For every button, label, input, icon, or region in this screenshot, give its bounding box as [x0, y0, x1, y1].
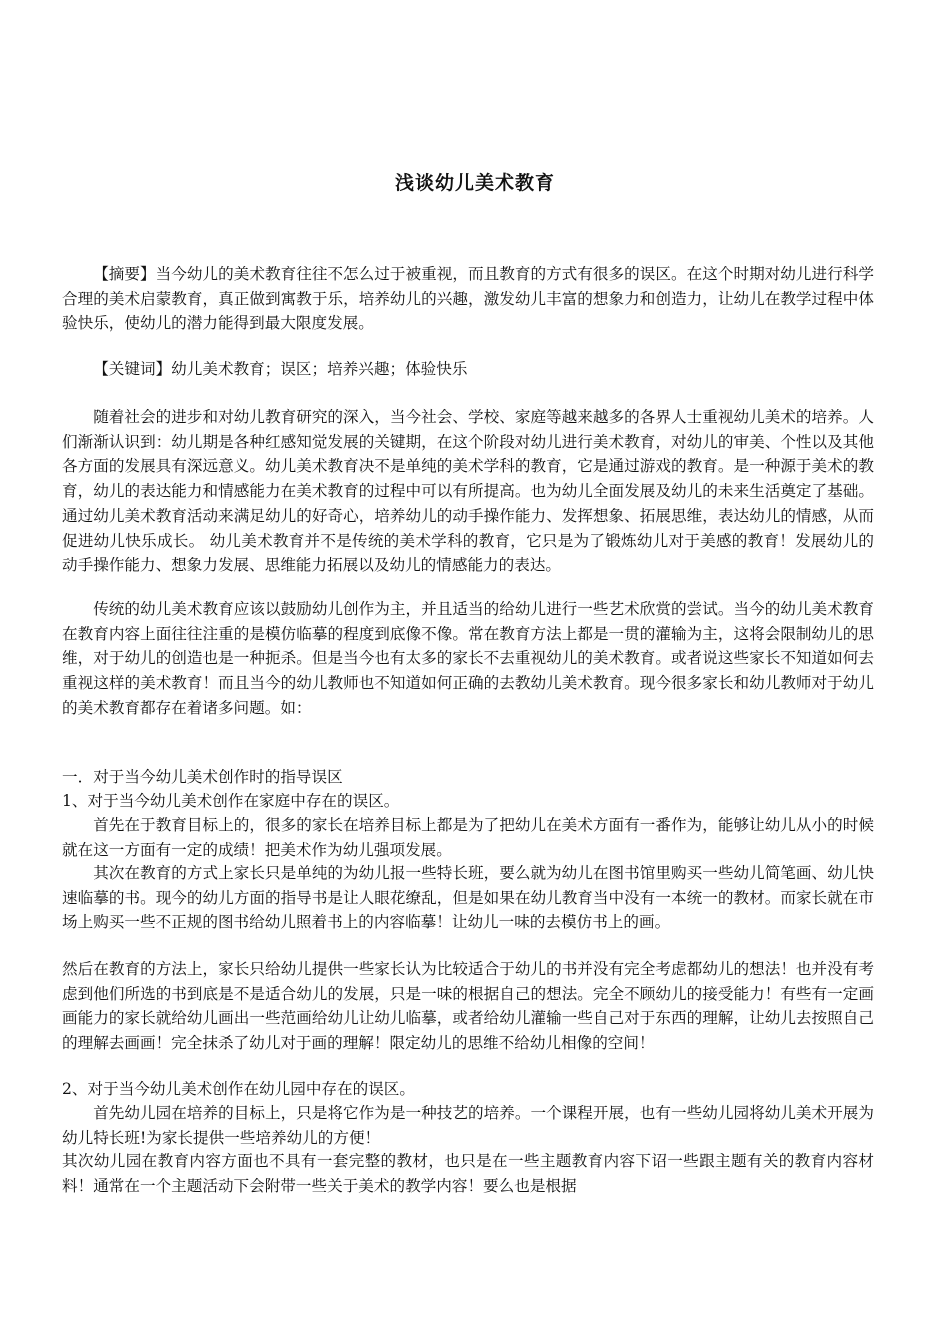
subsection-heading-2: 2、对于当今幼儿美术创作在幼儿园中存在的误区。 — [62, 1080, 415, 1098]
subsection-1-paragraph-1: 首先在于教育目标上的，很多的家长在培养目标上都是为了把幼儿在美术方面有一番作为，能够让幼儿从小的时候就在这一方面有一定的成绩！把美术作为幼儿强项发展。 — [62, 816, 874, 859]
subsection-2-paragraph-1: 首先幼儿园在培养的目标上，只是将它作为是一种技艺的培养。一个课程开展，也有一些幼儿园将幼儿美术开展为幼儿特长班!为家长提供一些培养幼儿的方便！ — [62, 1104, 874, 1147]
document-title: 浅谈幼儿美术教育 — [394, 172, 555, 194]
abstract-paragraph: 【摘要】当今幼儿的美术教育往往不怎么过于被重视，而且教育的方式有很多的误区。在这个时期对幼儿进行科学合理的美术启蒙教育，真正做到寓教于乐，培养幼儿的兴趣，激发幼儿丰富的想象力和创造力，让幼儿在教学过程中体验快乐，使幼儿的潜力能得到最大限度发展。 — [62, 265, 874, 333]
keywords-line: 【关键词】幼儿美术教育；误区；培养兴趣；体验快乐 — [93, 360, 468, 378]
body-paragraph-2: 传统的幼儿美术教育应该以鼓励幼儿创作为主，并且适当的给幼儿进行一些艺术欣赏的尝试。当今的幼儿美术教育在教育内容上面往往注重的是模仿临摹的程度到底像不像。常在教育方法上都是一贯的灌输为主，这将会限制幼儿的思维，对于幼儿的创造也是一种扼杀。但是当今也有太多的家长不去重视幼儿的美术教育。或者说这些家长不知道如何去重视这样的美术教育！而且当今的幼儿教师也不知道如何正确的去教幼儿美术教育。现今很多家长和幼儿教师对于幼儿的美术教育都存在着诸多问题。如： — [62, 600, 874, 717]
subsection-heading-1: 1、对于当今幼儿美术创作在家庭中存在的误区。 — [62, 792, 400, 810]
subsection-2-paragraph-2: 其次幼儿园在教育内容方面也不具有一套完整的教材，也只是在一些主题教育内容下诏一些跟主题有关的教育内容材料！通常在一个主题活动下会附带一些关于美术的教学内容！要么也是根据 — [62, 1152, 874, 1195]
subsection-1-paragraph-2: 其次在教育的方式上家长只是单纯的为幼儿报一些特长班，要么就为幼儿在图书馆里购买一些幼儿简笔画、幼儿快速临摹的书。现今的幼儿方面的指导书是让人眼花缭乱，但是如果在幼儿教育当中没有一本统一的教材。而家长就在市场上购买一些不正规的图书给幼儿照着书上的内容临摹！让幼儿一味的去模仿书上的画。 — [62, 864, 874, 932]
subsection-1-paragraph-3: 然后在教育的方法上，家长只给幼儿提供一些家长认为比较适合于幼儿的书并没有完全考虑都幼儿的想法！也并没有考虑到他们所选的书到底是不是适合幼儿的发展，只是一味的根据自己的想法。完全不顾幼儿的接受能力！有些有一定画画能力的家长就给幼儿画出一些范画给幼儿让幼儿临摹，或者给幼儿灌输一些自己对于东西的理解，让幼儿去按照自己的理解去画画！完全抹杀了幼儿对于画的理解！限定幼儿的思维不给幼儿相像的空间！ — [62, 960, 874, 1053]
body-paragraph-1: 随着社会的进步和对幼儿教育研究的深入，当今社会、学校、家庭等越来越多的各界人士重视幼儿美术的培养。人们渐渐认识到：幼儿期是各种红感知觉发展的关键期，在这个阶段对幼儿进行美术教育，对幼儿的审美、个性以及其他各方面的发展具有深远意义。幼儿美术教育决不是单纯的美术学科的教育，它是通过游戏的教育。是一种源于美术的教育，幼儿的表达能力和情感能力在美术教育的过程中可以有所提高。也为幼儿全面发展及幼儿的未来生活奠定了基础。通过幼儿美术教育活动来满足幼儿的好奇心，培养幼儿的动手操作能力、发挥想象、拓展思维，表达幼儿的情感，从而促进幼儿快乐成长。 幼儿美术教育并不是传统的美术学科的教育，它只是为了锻炼幼儿对于美感的教育！发展幼儿的动手操作能力、想象力发展、思维能力拓展以及幼儿的情感能力的表达。 — [62, 408, 874, 575]
section-heading-1: 一．对于当今幼儿美术创作时的指导误区 — [62, 768, 343, 786]
